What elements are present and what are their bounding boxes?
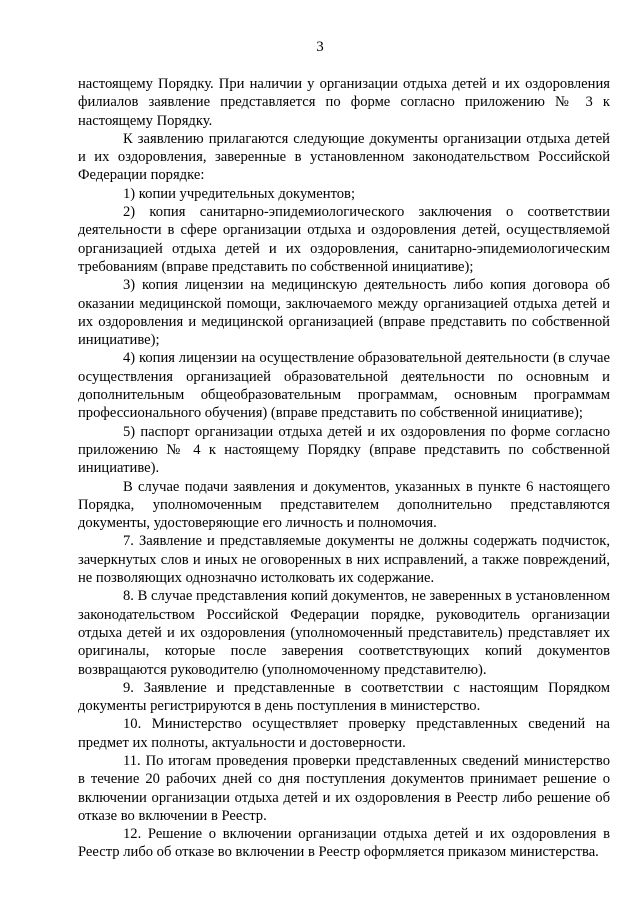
clause-12: 12. Решение о включении организации отдыха детей и их оздоровления в Реестр либо об отказе во включении в Реестр оформляется приказом министерства.	[78, 826, 610, 861]
list-item-3: 3) копия лицензии на медицинскую деятельность либо копия договора об оказании медицинской помощи, заключаемого между организацией отдыха детей и их оздоровления и медицинской организацией (вправе представить по собственной инициативе);	[78, 277, 610, 349]
paragraph-attachments-intro: К заявлению прилагаются следующие документы организации отдыха детей и их оздоровления, заверенные в установленном законодательством Российской Федерации порядке:	[78, 130, 610, 184]
list-item-4: 4) копия лицензии на осуществление образовательной деятельности (в случае осуществления организацией образовательной деятельности по основным и дополнительным общеобразовательным программам, основным программам профессионального обучения) (вправе представить по собственной инициативе);	[78, 350, 610, 422]
list-item-1: 1) копии учредительных документов;	[123, 185, 355, 202]
clause-8: 8. В случае представления копий документов, не заверенных в установленном законодательством Российской Федерации порядке, руководитель организации отдыха детей и их оздоровления (уполномоченный представитель) представляет их оригиналы, которые после заверения соответствующих копий документов возвращаются руководителю (уполномоченному представителю).	[78, 588, 610, 678]
list-item-2: 2) копия санитарно-эпидемиологического заключения о соответствии деятельности в сфере организации отдыха и оздоровления детей, осуществляемой организацией отдыха детей и их оздоровления, санитарно-эпидемиологическим требованиям (вправе представить по собственной инициативе);	[78, 204, 610, 275]
page-number: 3	[316, 39, 324, 55]
clause-10: 10. Министерство осуществляет проверку представленных сведений на предмет их полноты, актуальности и достоверности.	[78, 716, 610, 751]
document-body	[78, 75, 610, 862]
clause-9: 9. Заявление и представленные в соответствии с настоящим Порядком документы регистрируются в день поступления в министерство.	[78, 679, 610, 715]
paragraph-continuation: настоящему Порядку. При наличии у организации отдыха детей и их оздоровления филиалов заявление представляется по форме согласно приложению № 3 к настоящему Порядку.	[78, 76, 610, 129]
paragraph-representative: В случае подачи заявления и документов, указанных в пункте 6 настоящего Порядка, уполномоченным представителем дополнительно представляются документы, удостоверяющие его личность и полномочия.	[78, 478, 610, 532]
list-item-5: 5) паспорт организации отдыха детей и их оздоровления по форме согласно приложению № 4 к настоящему Порядку (вправе представить по собственной инициативе).	[78, 423, 610, 477]
clause-7: 7. Заявление и представляемые документы не должны содержать подчисток, зачеркнутых слов и иных не оговоренных в них исправлений, а также повреждений, не позволяющих однозначно истолковать их содержание.	[78, 533, 610, 587]
clause-11: 11. По итогам проведения проверки представленных сведений министерство в течение 20 рабочих дней со дня поступления документов принимает решение о включении организации отдыха детей и их оздоровления в Реестр либо решение об отказе во включении в Реестр.	[78, 752, 610, 824]
